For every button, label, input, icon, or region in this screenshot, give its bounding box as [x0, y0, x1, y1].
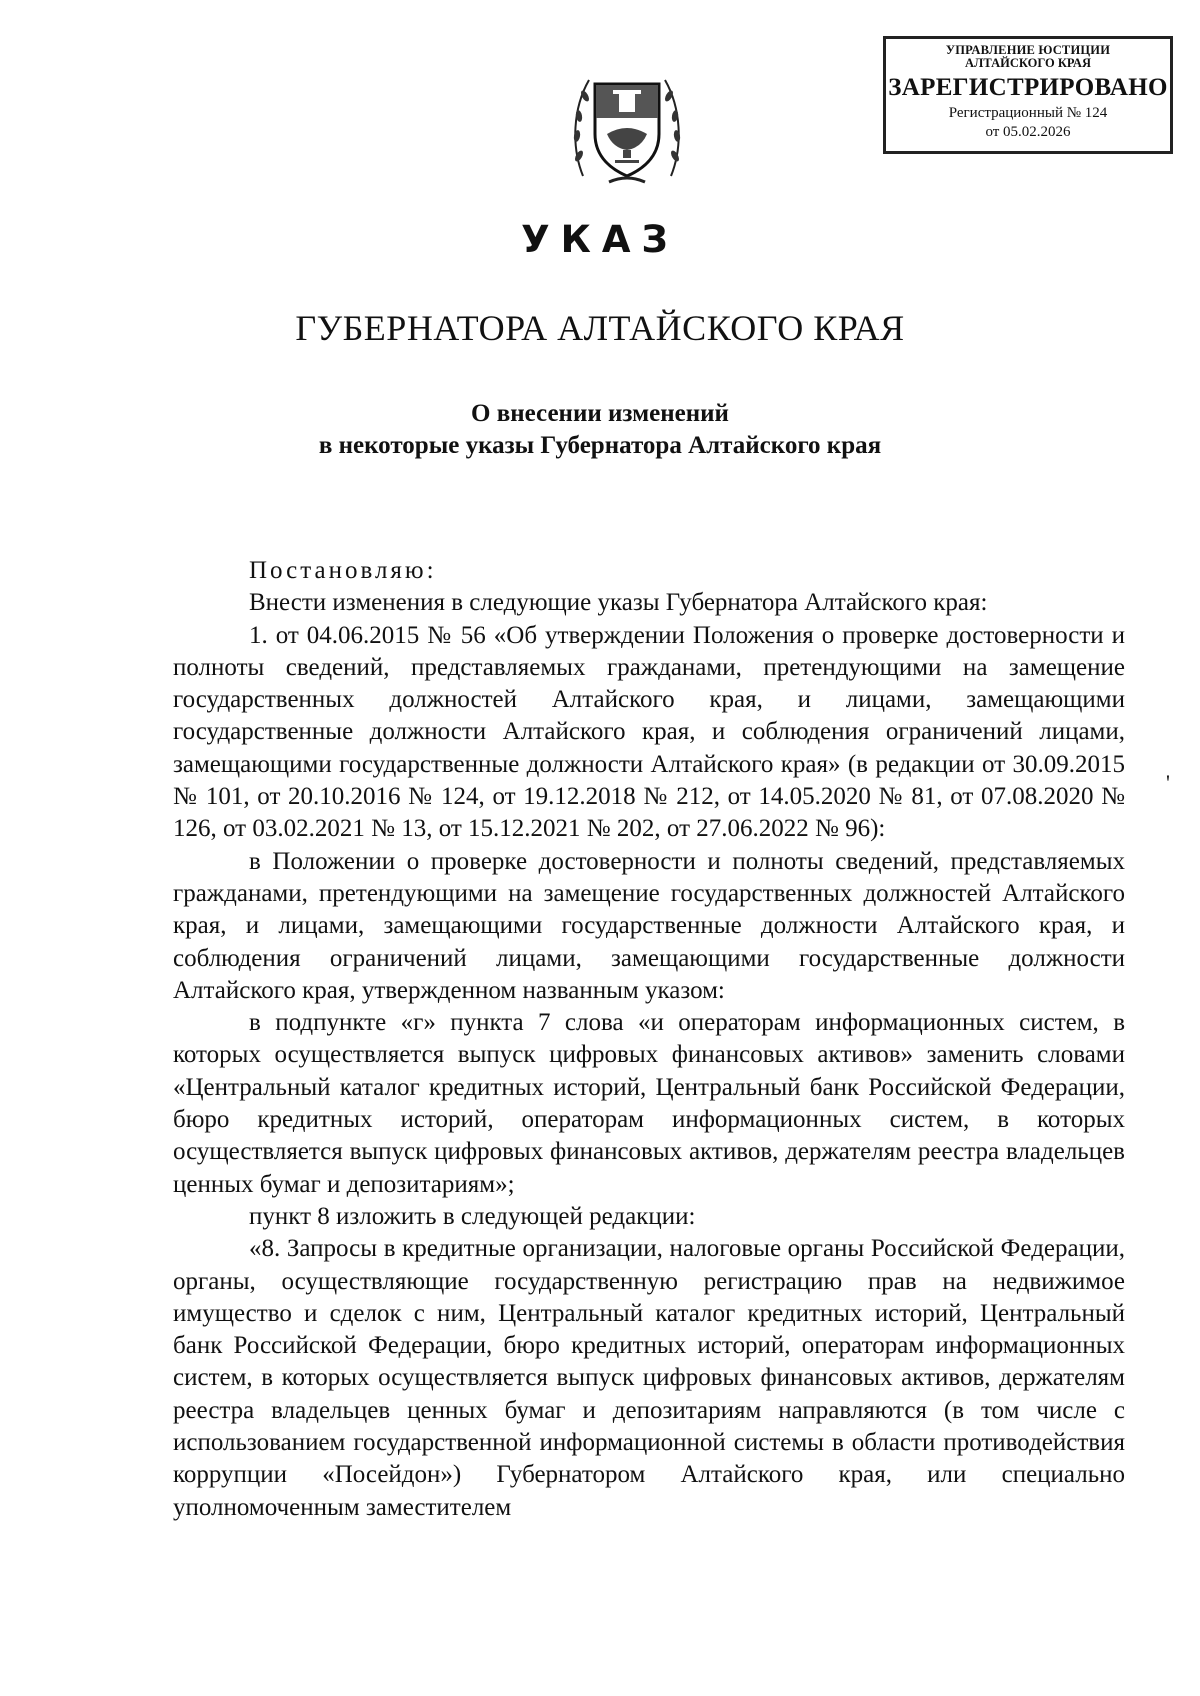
- altai-krai-coat-of-arms-icon: [569, 64, 685, 190]
- document-heading: [0, 398, 1200, 462]
- registration-stamp: [883, 36, 1173, 154]
- body-paragraph: в Положении о проверке достоверности и полноты сведений, представляемых гражданами, претендующими на замещение государственных должностей Алтайского края, и лицами, замещающими государственные должности Алтайского края, и соблюдения ограничений лицами, замещающими государственные должности Алтайского края, утвержденном названным указом:: [173, 847, 1125, 1004]
- decree-phrase: Постановляю:: [249, 557, 437, 584]
- stamp-status: ЗАРЕГИСТРИРОВАНО: [888, 74, 1168, 101]
- heading-line-1: О внесении изменений: [471, 400, 729, 427]
- stamp-authority-line1: УПРАВЛЕНИЕ ЮСТИЦИИ: [945, 43, 1111, 57]
- body-paragraph: пункт 8 изложить в следующей редакции:: [249, 1202, 696, 1230]
- body-paragraph: в подпункте «г» пункта 7 слова «и операторам информационных систем, в которых осуществляется выпуск цифровых финансовых активов» заменить словами «Центральный каталог кредитных историй, Центральный банк Российской Федерации, бюро кредитных историй, операторам информационных систем, в которых осуществляется выпуск цифровых финансовых активов, держателям реестра владельцев ценных бумаг и депозитариям»;: [173, 1009, 1125, 1198]
- heading-line-2: в некоторые указы Губернатора Алтайского края: [318, 432, 882, 459]
- body-paragraph: «8. Запросы в кредитные организации, налоговые органы Российской Федерации, органы, осуществляющие государственную регистрацию прав на недвижимое имущество и сделок с ним, Центральный каталог кредитных историй, Центральный банк Российской Федерации, бюро кредитных историй, операторам информационных систем, в которых осуществляется выпуск цифровых финансовых активов, держателям реестра владельцев ценных бумаг и депозитариям направляются (в том числе с использованием государственной информационной системы в области противодействия коррупции «Посейдон») Губернатором Алтайского края, или специально уполномоченным заместителем: [173, 1235, 1125, 1521]
- document-type-title: УКАЗ: [521, 218, 679, 261]
- document-body: [173, 555, 1125, 1524]
- stamp-authority-line2: АЛТАЙСКОГО КРАЯ: [965, 56, 1091, 70]
- stamp-reg-number: Регистрационный № 124: [948, 105, 1108, 121]
- body-paragraph: 1. от 04.06.2015 № 56 «Об утверждении Положения о проверке достоверности и полноты сведений, представляемых гражданами, претендующими на замещение государственных должностей Алтайского края, и лицами, замещающими государственные должности Алтайского края, и соблюдения ограничений лицами, замещающими государственные должности Алтайского края» (в редакции от 30.09.2015 № 101, от 20.10.2016 № 124, от 19.12.2018 № 212, от 14.05.2020 № 81, от 07.08.2020 № 126, от 03.02.2021 № 13, от 15.12.2021 № 202, от 27.06.2022 № 96):: [173, 621, 1125, 843]
- body-paragraph: Внести изменения в следующие указы Губернатора Алтайского края:: [249, 589, 988, 617]
- issuer-title: ГУБЕРНАТОРА АЛТАЙСКОГО КРАЯ: [295, 308, 905, 348]
- stamp-reg-date: от 05.02.2026: [985, 124, 1071, 140]
- margin-mark: ': [1166, 770, 1170, 795]
